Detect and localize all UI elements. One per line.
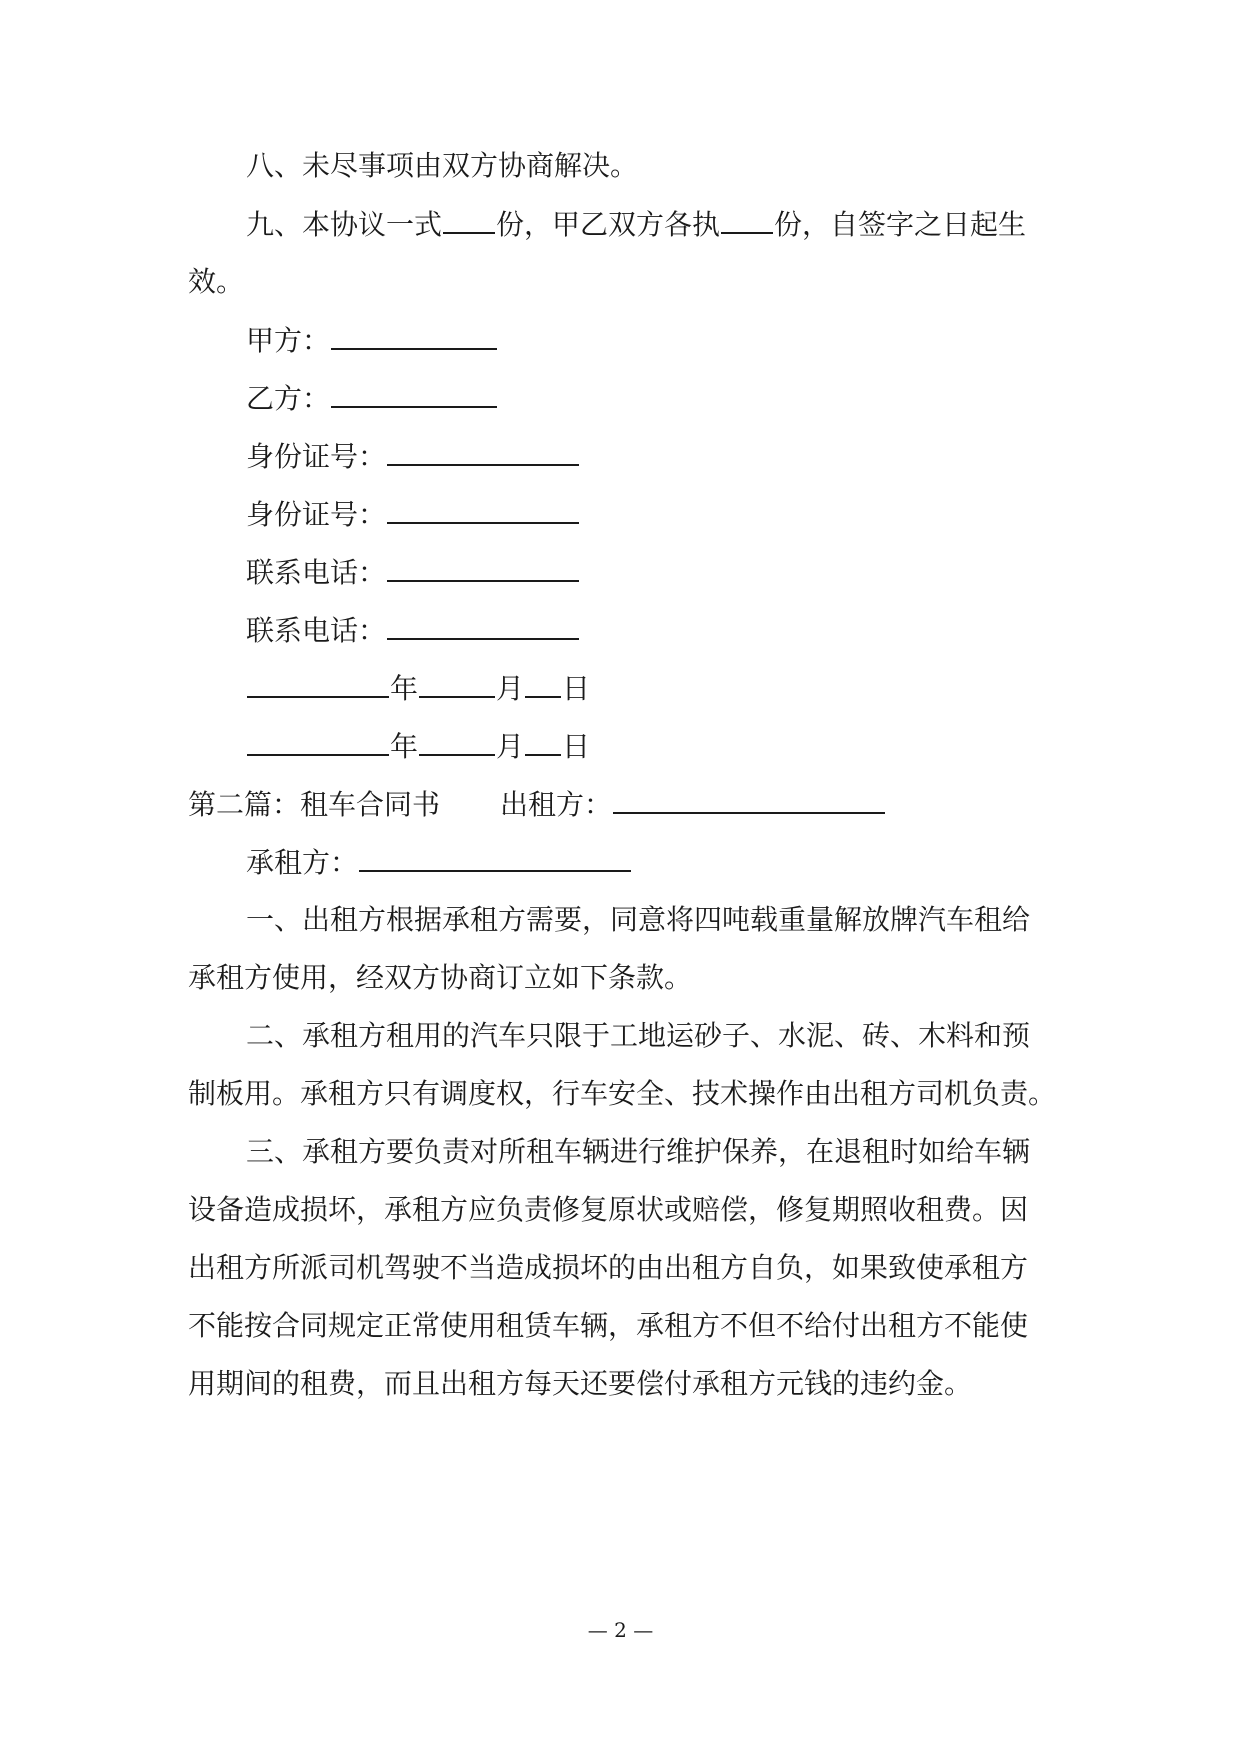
clause-1-line-2	[188, 958, 1068, 998]
lessee-label: 承租方：	[246, 846, 359, 879]
copies-each-blank	[721, 204, 773, 234]
clause-9-text-c: 份，自签字之日起生	[774, 208, 1027, 241]
party-a-line	[188, 320, 1126, 361]
clause-2-text-a: 二、承租方租用的汽车只限于工地运砂子、水泥、砖、木料和预	[246, 1019, 1031, 1052]
year-blank-2	[247, 726, 389, 756]
clause-2-text-b: 制板用。承租方只有调度权，行车安全、技术操作由出租方司机负责。	[188, 1077, 1057, 1110]
clause-9-text-a: 九、本协议一式	[246, 208, 443, 241]
copies-total-blank	[443, 204, 495, 234]
party-b-line	[188, 378, 1126, 419]
month-blank-1	[419, 668, 495, 698]
month-blank-2	[419, 726, 495, 756]
year-label-2: 年	[390, 730, 419, 763]
clause-3-line-1	[188, 1132, 1126, 1172]
clause-3-text-e: 用期间的租费，而且出租方每天还要偿付承租方元钱的违约金。	[188, 1367, 973, 1400]
clause-3-line-4	[188, 1306, 1068, 1346]
lessee-blank	[359, 842, 631, 872]
id-number-label-1: 身份证号：	[246, 440, 387, 473]
id-number-line-1	[188, 436, 1126, 477]
date-line-2	[188, 726, 1126, 767]
lessor-blank	[613, 784, 885, 814]
page-number: — 2 —	[587, 1618, 654, 1642]
clause-3-text-b: 设备造成损坏，承租方应负责修复原状或赔偿，修复期照收租费。因	[188, 1193, 1029, 1226]
phone-blank-1	[387, 552, 579, 582]
clause-8	[188, 146, 1126, 186]
clause-3-line-5	[188, 1364, 1068, 1404]
clause-3-line-3	[188, 1248, 1068, 1288]
month-label-2: 月	[496, 730, 525, 763]
phone-blank-2	[387, 610, 579, 640]
month-label-1: 月	[496, 672, 525, 705]
phone-line-1	[188, 552, 1126, 593]
phone-label-1: 联系电话：	[246, 556, 387, 589]
id-number-blank-2	[387, 494, 579, 524]
clause-3-text-d: 不能按合同规定正常使用租赁车辆，承租方不但不给付出租方不能使	[188, 1309, 1029, 1342]
clause-9	[188, 204, 1126, 245]
party-b-blank	[331, 378, 497, 408]
id-number-blank-1	[387, 436, 579, 466]
year-label-1: 年	[390, 672, 419, 705]
date-line-1	[188, 668, 1126, 709]
party-a-blank	[331, 320, 497, 350]
day-label-1: 日	[562, 672, 591, 705]
phone-line-2	[188, 610, 1126, 651]
phone-label-2: 联系电话：	[246, 614, 387, 647]
clause-1-text-a: 一、出租方根据承租方需要，同意将四吨载重量解放牌汽车租给	[246, 903, 1031, 936]
clause-1-text-b: 承租方使用，经双方协商订立如下条款。	[188, 961, 693, 994]
clause-3-text-a: 三、承租方要负责对所租车辆进行维护保养，在退租时如给车辆	[246, 1135, 1031, 1168]
day-blank-2	[525, 726, 561, 756]
section-two-heading	[188, 784, 1068, 825]
section-two-title: 第二篇：租车合同书	[188, 788, 441, 821]
party-a-label: 甲方：	[246, 324, 331, 357]
clause-3-line-2	[188, 1190, 1068, 1230]
day-blank-1	[525, 668, 561, 698]
clause-2-line-1	[188, 1016, 1126, 1056]
clause-1-line-1	[188, 900, 1126, 940]
party-b-label: 乙方：	[246, 382, 331, 415]
clause-2-line-2	[188, 1074, 1068, 1114]
clause-9-continued	[188, 262, 1068, 302]
clause-9-text-d: 效。	[188, 265, 245, 298]
id-number-line-2	[188, 494, 1126, 535]
day-label-2: 日	[562, 730, 591, 763]
lessee-line	[188, 842, 1126, 883]
clause-8-text: 八、未尽事项由双方协商解决。	[246, 149, 639, 182]
clause-3-text-c: 出租方所派司机驾驶不当造成损坏的由出租方自负，如果致使承租方	[188, 1251, 1029, 1284]
id-number-label-2: 身份证号：	[246, 498, 387, 531]
clause-9-text-b: 份，甲乙双方各执	[496, 208, 721, 241]
lessor-label: 出租方：	[500, 788, 613, 821]
year-blank-1	[247, 668, 389, 698]
